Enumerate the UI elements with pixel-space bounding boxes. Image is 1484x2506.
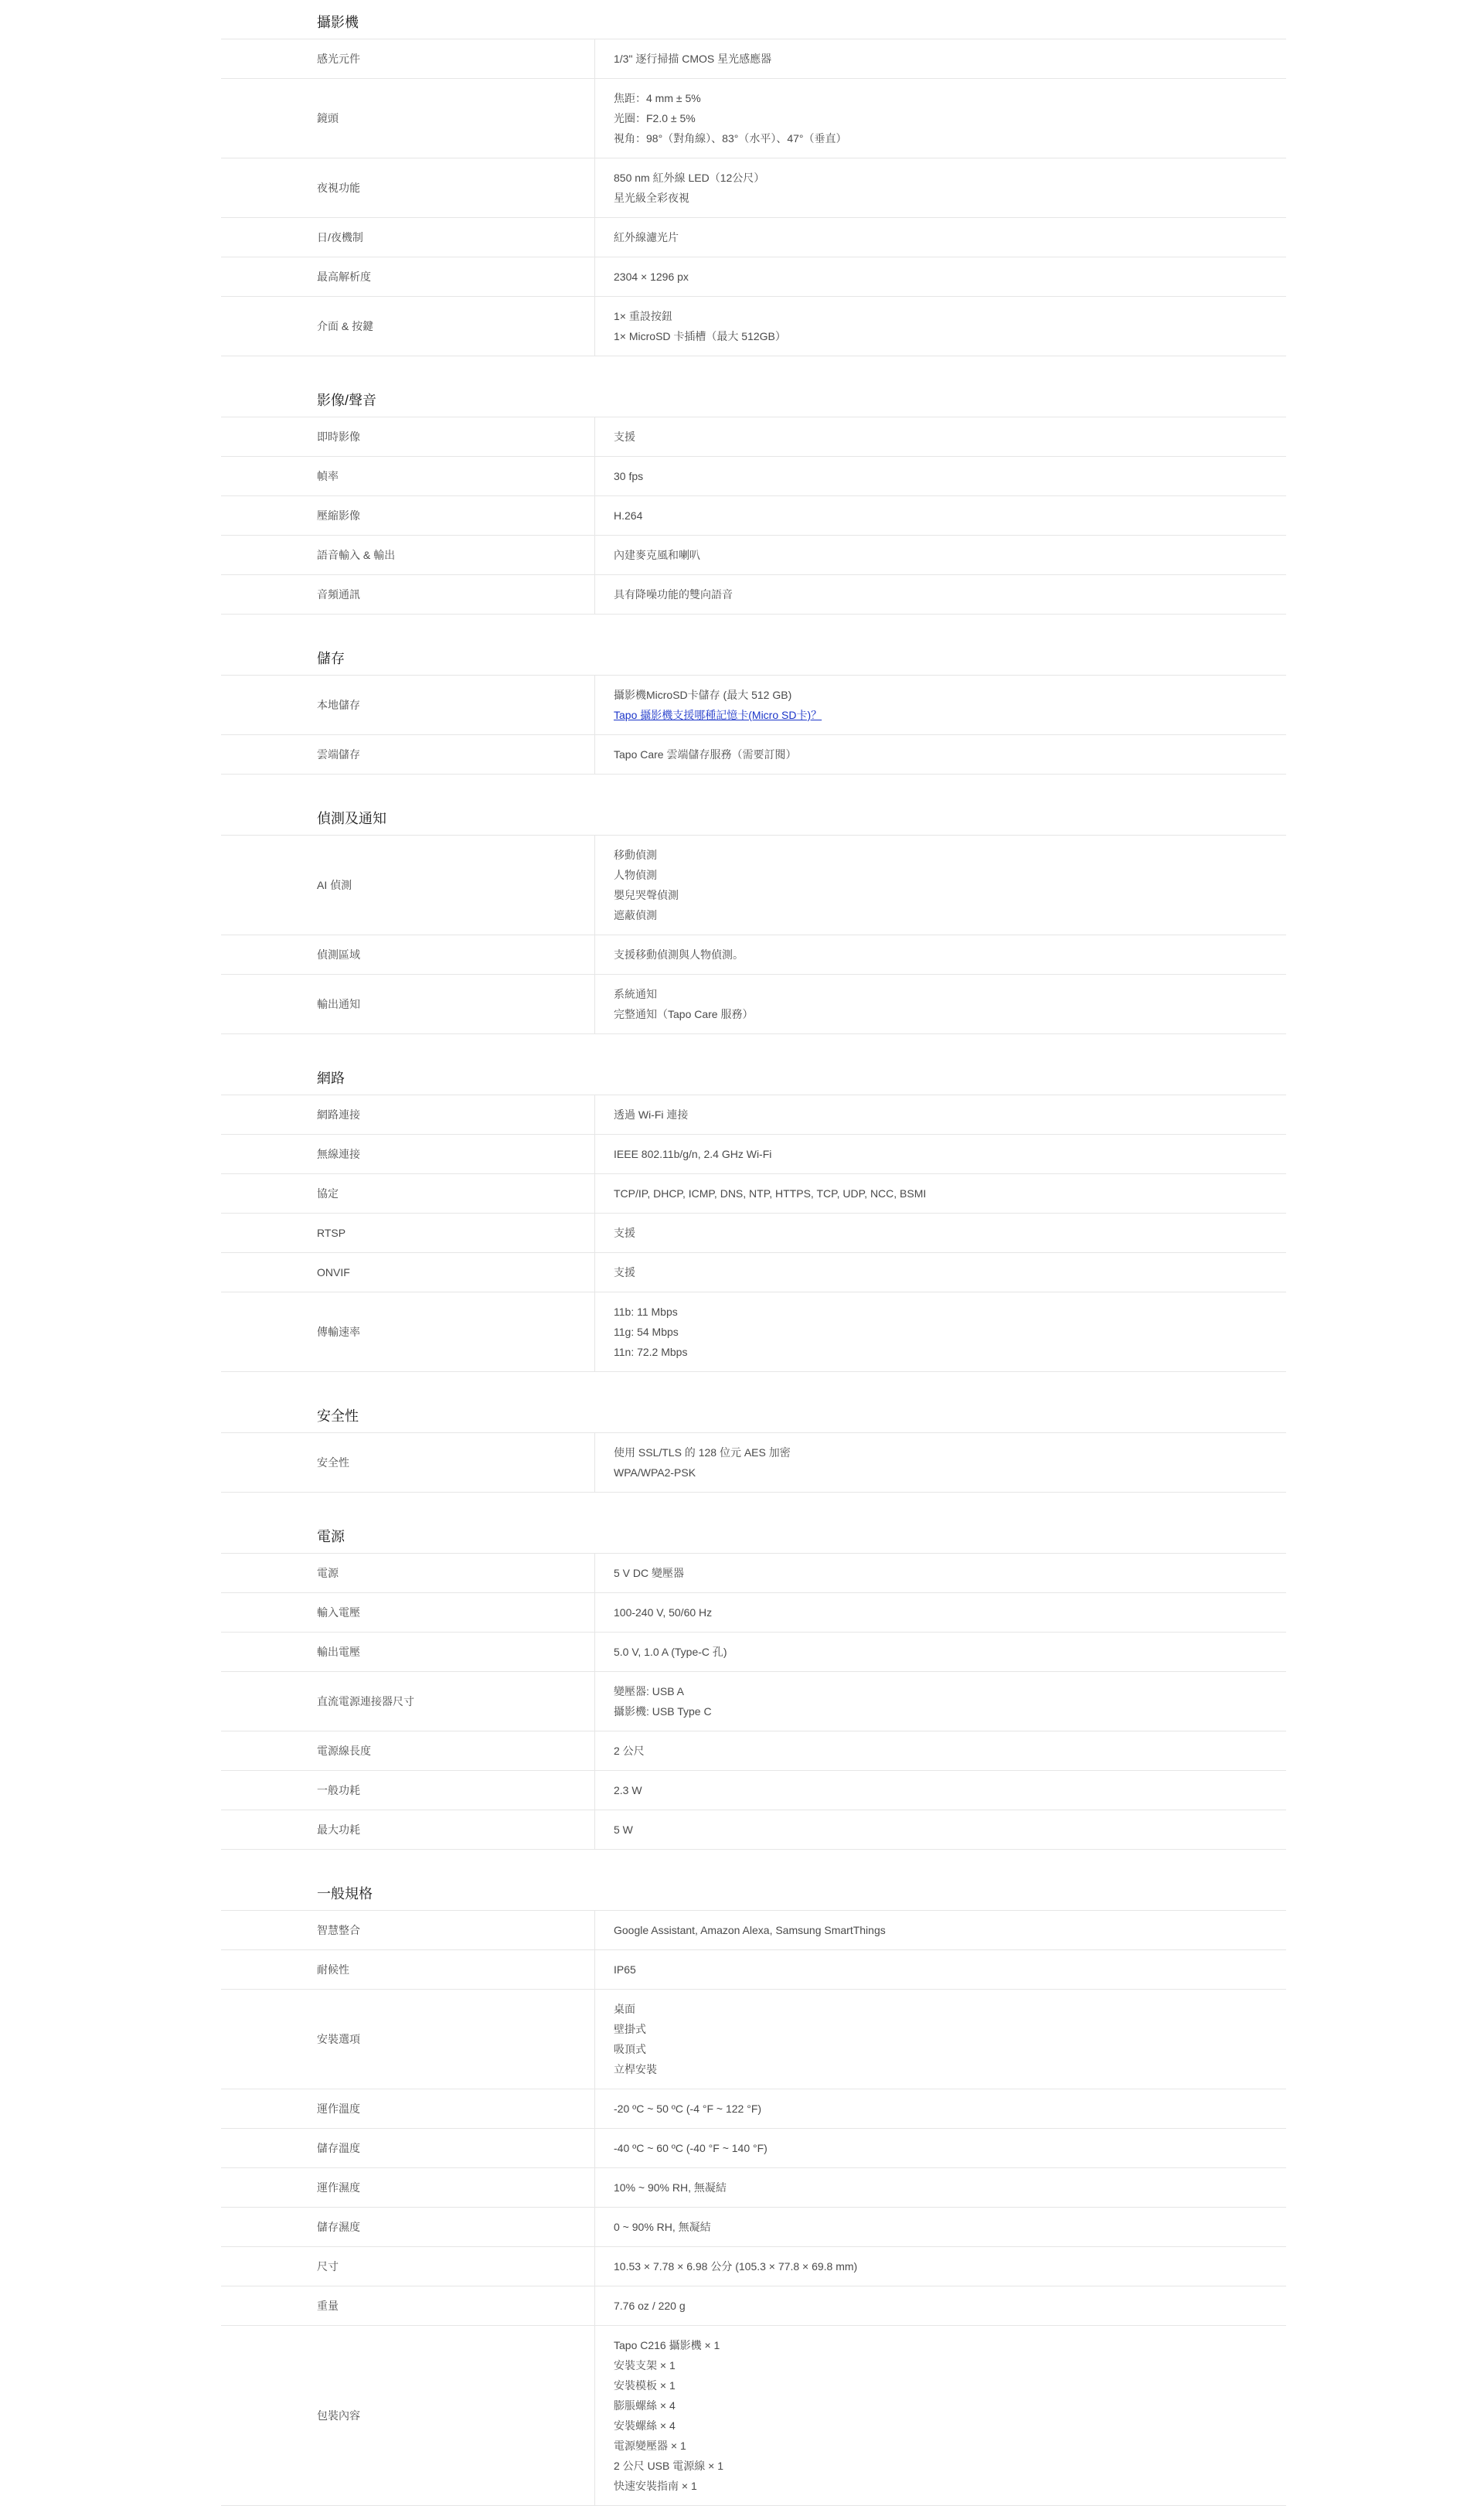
spec-row (221, 2089, 1286, 2129)
spec-row (221, 417, 1286, 457)
spec-label: 智慧整合 (221, 1911, 595, 1949)
spec-value (595, 1174, 1286, 1213)
spec-row (221, 496, 1286, 536)
spec-value-line: 7.76 oz / 220 g (614, 2300, 686, 2312)
spec-value-line: 嬰兒哭聲偵測 (614, 889, 679, 901)
spec-value (595, 536, 1286, 574)
spec-value-line: 透過 Wi-Fi 連接 (614, 1108, 689, 1121)
spec-value-line: -40 ºC ~ 60 ºC (-40 °F ~ 140 °F) (614, 2142, 768, 2154)
spec-value-line: 桌面 (614, 2003, 635, 2015)
section-title: 一般規格 (221, 1878, 1286, 1911)
spec-row (221, 257, 1286, 297)
spec-section (221, 1878, 1286, 2506)
spec-label: 輸入電壓 (221, 1593, 595, 1632)
spec-row (221, 935, 1286, 975)
spec-value (595, 2089, 1286, 2128)
spec-section (221, 802, 1286, 1034)
spec-label: 介面 & 按鍵 (221, 297, 595, 356)
spec-value-line: 完整通知（Tapo Care 服務） (614, 1008, 754, 1020)
spec-value (595, 1135, 1286, 1173)
spec-value (595, 1731, 1286, 1770)
spec-label: 耐候性 (221, 1950, 595, 1989)
spec-row (221, 297, 1286, 356)
spec-label: 傳輸速率 (221, 1292, 595, 1371)
spec-label: 偵測區域 (221, 935, 595, 974)
spec-value-line: H.264 (614, 509, 643, 522)
spec-value (595, 1292, 1286, 1371)
spec-value (595, 1554, 1286, 1592)
spec-label: ONVIF (221, 1253, 595, 1292)
spec-value-line: 安裝支架 × 1 (614, 2359, 676, 2372)
spec-value (595, 2326, 1286, 2505)
spec-label: 電源線長度 (221, 1731, 595, 1770)
spec-value (595, 975, 1286, 1033)
spec-value (595, 1214, 1286, 1252)
spec-value-line: 安裝螺絲 × 4 (614, 2419, 676, 2432)
spec-row (221, 2286, 1286, 2326)
spec-value-line: 100-240 V, 50/60 Hz (614, 1606, 713, 1619)
spec-value-line: Google Assistant, Amazon Alexa, Samsung SmartThings (614, 1924, 886, 1936)
spec-value-line: 紅外線濾光片 (614, 231, 679, 243)
spec-value-line: IP65 (614, 1963, 636, 1976)
spec-value (595, 1253, 1286, 1292)
spec-value-line: 內建麥克風和喇叭 (614, 549, 700, 561)
spec-label: 包裝內容 (221, 2326, 595, 2505)
spec-value (595, 1810, 1286, 1849)
spec-value (595, 2168, 1286, 2207)
spec-value-line: 攝影機MicroSD卡儲存 (最大 512 GB) (614, 689, 792, 701)
spec-value-line: 11b: 11 Mbps (614, 1306, 678, 1318)
spec-value-line: 0 ~ 90% RH, 無凝結 (614, 2221, 711, 2233)
spec-value-line: 11g: 54 Mbps (614, 1326, 679, 1338)
spec-value (595, 1950, 1286, 1989)
spec-row (221, 2168, 1286, 2208)
spec-value (595, 79, 1286, 158)
spec-section (221, 1062, 1286, 1372)
spec-value-line: 使用 SSL/TLS 的 128 位元 AES 加密 (614, 1446, 791, 1459)
spec-value-line: 支援移動偵測與人物偵測。 (614, 948, 744, 961)
spec-value-line: 5 V DC 變壓器 (614, 1567, 685, 1579)
spec-page (221, 0, 1286, 2506)
spec-row (221, 1771, 1286, 1810)
spec-value-line: Tapo C216 攝影機 × 1 (614, 2339, 720, 2351)
spec-row (221, 1253, 1286, 1292)
spec-value (595, 158, 1286, 217)
spec-value (595, 1771, 1286, 1810)
spec-label: 安全性 (221, 1433, 595, 1492)
spec-value-line: IEEE 802.11b/g/n, 2.4 GHz Wi-Fi (614, 1148, 772, 1160)
spec-label: 電源 (221, 1554, 595, 1592)
spec-value-line: 快速安裝指南 × 1 (614, 2480, 697, 2492)
spec-value (595, 935, 1286, 974)
spec-label: 夜視功能 (221, 158, 595, 217)
spec-label: 運作溫度 (221, 2089, 595, 2128)
spec-section (221, 384, 1286, 615)
spec-label: 即時影像 (221, 417, 595, 456)
spec-label: 尺寸 (221, 2247, 595, 2286)
spec-label: 輸出電壓 (221, 1633, 595, 1671)
spec-value-line: 焦距：4 mm ± 5% (614, 92, 701, 104)
spec-value-line: -20 ºC ~ 50 ºC (-4 °F ~ 122 °F) (614, 2103, 762, 2115)
spec-label: 本地儲存 (221, 676, 595, 734)
spec-section (221, 642, 1286, 775)
spec-value (595, 1990, 1286, 2089)
spec-row (221, 2247, 1286, 2286)
spec-value-line: 膨脹螺絲 × 4 (614, 2399, 676, 2412)
spec-value (595, 1433, 1286, 1492)
spec-label: 最大功耗 (221, 1810, 595, 1849)
spec-section (221, 1400, 1286, 1493)
spec-row (221, 975, 1286, 1034)
spec-row (221, 2326, 1286, 2506)
spec-value (595, 575, 1286, 614)
spec-label: 重量 (221, 2286, 595, 2325)
spec-value-line: 星光級全彩夜視 (614, 192, 689, 204)
spec-row (221, 1174, 1286, 1214)
spec-value-line: 電源變壓器 × 1 (614, 2440, 686, 2452)
spec-label: AI 偵測 (221, 836, 595, 935)
spec-value-line: 變壓器: USB A (614, 1685, 685, 1697)
spec-row (221, 457, 1286, 496)
section-title: 影像/聲音 (221, 384, 1286, 417)
spec-label: 協定 (221, 1174, 595, 1213)
spec-label: 感光元件 (221, 39, 595, 78)
section-title: 電源 (221, 1520, 1286, 1554)
spec-label: 運作濕度 (221, 2168, 595, 2207)
spec-value-line: 支援 (614, 1266, 635, 1279)
spec-value (595, 1911, 1286, 1949)
spec-value-line: 支援 (614, 1227, 635, 1239)
spec-label: 輸出通知 (221, 975, 595, 1033)
spec-label: 語音輸入 & 輸出 (221, 536, 595, 574)
spec-label: 直流電源連接器尺寸 (221, 1672, 595, 1731)
spec-value-line: 吸頂式 (614, 2043, 646, 2055)
spec-label: 日/夜機制 (221, 218, 595, 257)
section-title: 偵測及通知 (221, 802, 1286, 836)
memory-card-support-link[interactable]: Tapo 攝影機支援哪種記憶卡(Micro SD卡)？ (614, 709, 822, 721)
spec-value-line: 11n: 72.2 Mbps (614, 1346, 688, 1358)
spec-value (595, 257, 1286, 296)
spec-value-line: 5 W (614, 1823, 633, 1836)
spec-value (595, 1095, 1286, 1134)
section-title: 網路 (221, 1062, 1286, 1095)
spec-value (595, 39, 1286, 78)
spec-label: RTSP (221, 1214, 595, 1252)
spec-row (221, 1810, 1286, 1850)
spec-value-line: 人物偵測 (614, 869, 657, 881)
spec-row (221, 575, 1286, 615)
spec-label: 一般功耗 (221, 1771, 595, 1810)
section-title: 安全性 (221, 1400, 1286, 1433)
spec-label: 最高解析度 (221, 257, 595, 296)
spec-label: 儲存溫度 (221, 2129, 595, 2167)
spec-label: 鏡頭 (221, 79, 595, 158)
spec-row (221, 1554, 1286, 1593)
spec-value-line: 2 公尺 (614, 1745, 645, 1757)
spec-value (595, 297, 1286, 356)
spec-row (221, 39, 1286, 79)
spec-value (595, 2247, 1286, 2286)
spec-value (595, 496, 1286, 535)
spec-value-line: 10% ~ 90% RH, 無凝結 (614, 2181, 727, 2194)
spec-value (595, 1633, 1286, 1671)
spec-value (595, 836, 1286, 935)
spec-label: 幀率 (221, 457, 595, 495)
spec-row (221, 1950, 1286, 1990)
spec-value-line: 10.53 × 7.78 × 6.98 公分 (105.3 × 77.8 × 69.8 mm) (614, 2260, 858, 2273)
spec-value-line: 支援 (614, 431, 635, 443)
spec-section (221, 1520, 1286, 1850)
spec-row (221, 1633, 1286, 1672)
spec-value-line: 2 公尺 USB 電源線 × 1 (614, 2460, 723, 2472)
spec-row (221, 1292, 1286, 1372)
spec-row (221, 1672, 1286, 1731)
spec-value-line: TCP/IP, DHCP, ICMP, DNS, NTP, HTTPS, TCP, UDP, NCC, BSMI (614, 1187, 927, 1200)
spec-label: 壓縮影像 (221, 496, 595, 535)
spec-value-line: 光圈：F2.0 ± 5% (614, 112, 696, 124)
spec-value-line: 立桿安裝 (614, 2063, 657, 2075)
spec-row (221, 218, 1286, 257)
spec-value-line: 系統通知 (614, 988, 657, 1000)
spec-section (221, 6, 1286, 356)
spec-row (221, 2129, 1286, 2168)
spec-row (221, 1135, 1286, 1174)
spec-row (221, 735, 1286, 775)
spec-row (221, 158, 1286, 218)
spec-label: 儲存濕度 (221, 2208, 595, 2246)
spec-value (595, 1672, 1286, 1731)
spec-value-line: 視角：98°（對角線）、83°（水平）、47°（垂直） (614, 132, 847, 145)
spec-value-line: WPA/WPA2-PSK (614, 1466, 696, 1479)
spec-row (221, 2208, 1286, 2247)
spec-value-line: 1× 重設按鈕 (614, 310, 672, 322)
spec-label: 雲端儲存 (221, 735, 595, 774)
spec-value (595, 2286, 1286, 2325)
spec-value (595, 417, 1286, 456)
spec-row (221, 836, 1286, 935)
spec-value-line: 具有降噪功能的雙向語音 (614, 588, 733, 601)
spec-value (595, 676, 1286, 734)
spec-row (221, 536, 1286, 575)
spec-label: 安裝選項 (221, 1990, 595, 2089)
spec-value-line: 2.3 W (614, 1784, 642, 1796)
spec-value-line: 安裝模板 × 1 (614, 2379, 676, 2392)
spec-row (221, 1593, 1286, 1633)
spec-value-line: 2304 × 1296 px (614, 271, 689, 283)
spec-row (221, 1990, 1286, 2089)
spec-value-line: 遮蔽偵測 (614, 909, 657, 921)
spec-value (595, 1593, 1286, 1632)
spec-value-line: 1/3" 逐行掃描 CMOS 星光感應器 (614, 53, 772, 65)
spec-value (595, 2129, 1286, 2167)
spec-row (221, 676, 1286, 735)
spec-row (221, 1433, 1286, 1493)
spec-value-line: 壁掛式 (614, 2023, 646, 2035)
spec-value (595, 735, 1286, 774)
spec-row (221, 1911, 1286, 1950)
section-title: 儲存 (221, 642, 1286, 676)
spec-value (595, 457, 1286, 495)
spec-value (595, 2208, 1286, 2246)
spec-value (595, 218, 1286, 257)
spec-value-line: 850 nm 紅外線 LED（12公尺） (614, 172, 765, 184)
spec-value-line: 攝影機: USB Type C (614, 1705, 712, 1718)
spec-label: 網路連接 (221, 1095, 595, 1134)
spec-row (221, 79, 1286, 158)
spec-value-line: Tapo Care 雲端儲存服務（需要訂閱） (614, 748, 797, 761)
spec-value-line: 1× MicroSD 卡插槽（最大 512GB） (614, 330, 786, 342)
spec-label: 無線連接 (221, 1135, 595, 1173)
spec-label: 音頻通訊 (221, 575, 595, 614)
spec-value-line: 5.0 V, 1.0 A (Type-C 孔) (614, 1646, 727, 1658)
spec-value-line: 30 fps (614, 470, 644, 482)
spec-value-line: 移動偵測 (614, 849, 657, 861)
section-title: 攝影機 (221, 6, 1286, 39)
spec-row (221, 1731, 1286, 1771)
spec-row (221, 1095, 1286, 1135)
spec-row (221, 1214, 1286, 1253)
